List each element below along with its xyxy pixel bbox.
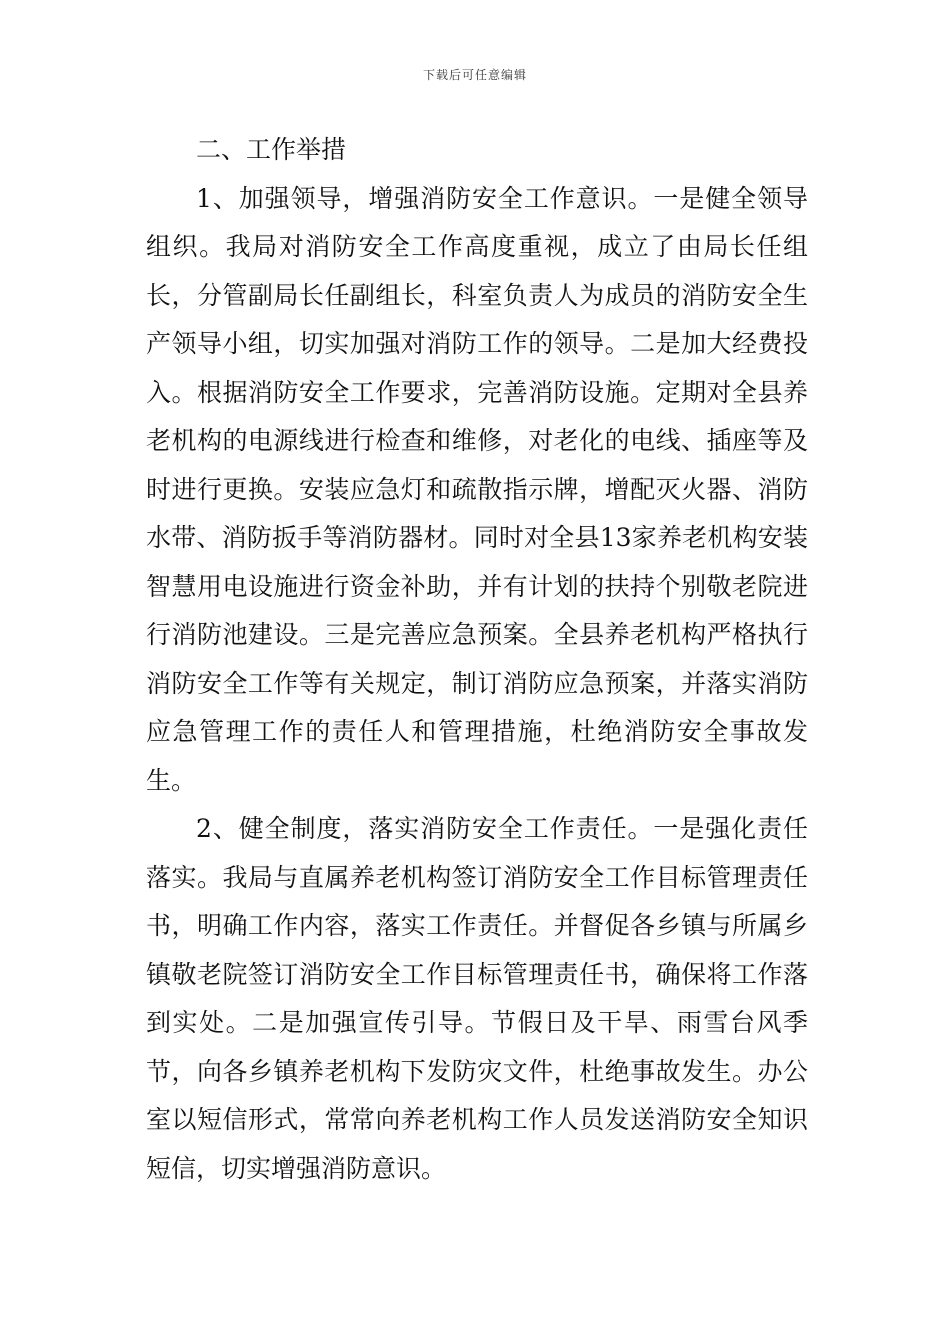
paragraph-2: 2、健全制度，落实消防安全工作责任。一是强化责任落实。我局与直属养老机构签订消防安全工作目标管理责任书，明确工作内容，落实工作责任。并督促各乡镇与所属乡镇敬老院签订消防安全工作目标管理责任书，确保将工作落到实处。二是加强宣传引导。节假日及干旱、雨雪台风季节，向各乡镇养老机构下发防灾文件，杜绝事故发生。办公室以短信形式，常常向养老机构工作人员发送消防安全知识短信，切实增强消防意识。 (146, 814, 808, 1183)
paragraph-1: 1、加强领导，增强消防安全工作意识。一是健全领导组织。我局对消防安全工作高度重视，成立了由局长任组长，分管副局长任副组长，科室负责人为成员的消防安全生产领导小组，切实加强对消防工作的领导。二是加大经费投入。根据消防安全工作要求，完善消防设施。定期对全县养老机构的电源线进行检查和维修，对老化的电线、插座等及时进行更换。安装应急灯和疏散指示牌，增配灭火器、消防水带、消防扳手等消防器材。同时对全县13家养老机构安装智慧用电设施进行资金补助，并有计划的扶持个别敬老院进行消防池建设。三是完善应急预案。全县养老机构严格执行消防安全工作等有关规定，制订消防应急预案，并落实消防应急管理工作的责任人和管理措施，杜绝消防安全事故发生。 (146, 183, 808, 795)
document-body (146, 126, 808, 1193)
page-header-note: 下载后可任意编辑 (422, 68, 527, 82)
section-title: 二、工作举措 (196, 135, 347, 164)
